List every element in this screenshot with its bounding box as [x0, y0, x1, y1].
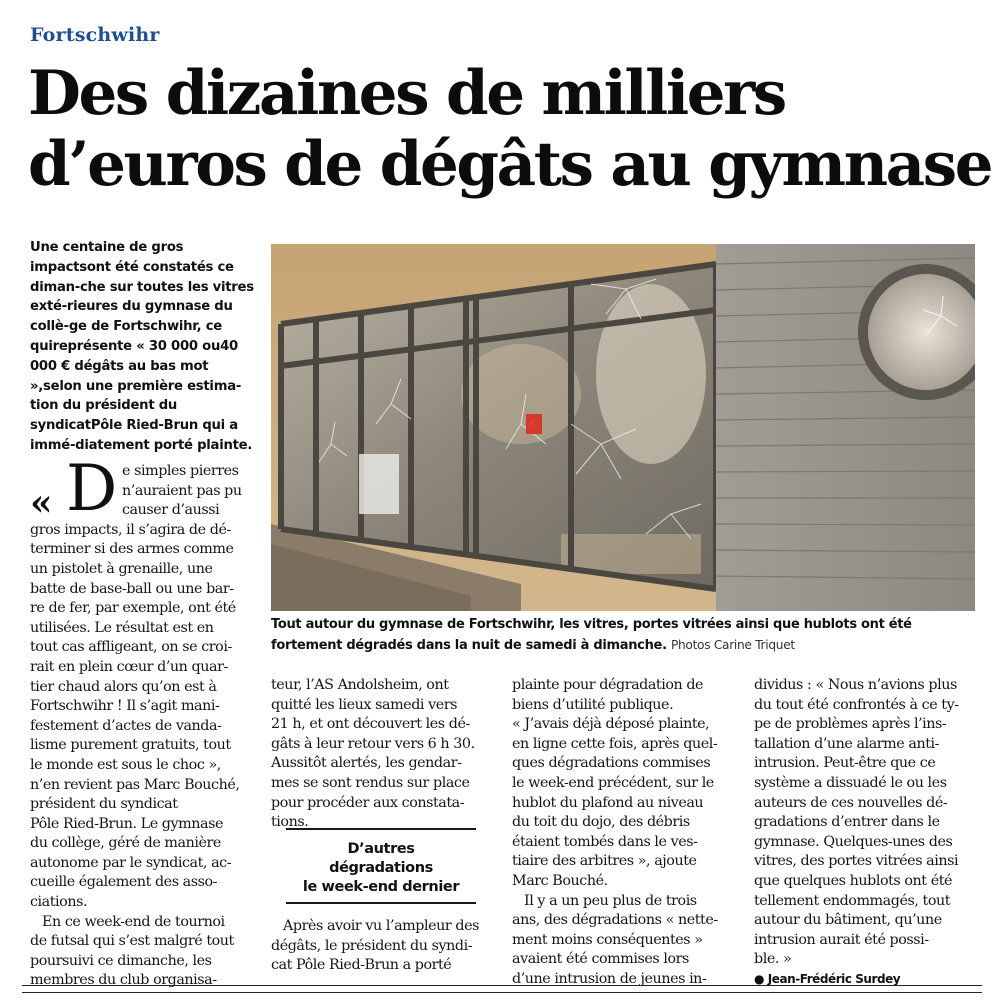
body-line: mes se sont rendus sur place [271, 774, 470, 791]
article-column-3 [512, 676, 737, 990]
lead-line: ge de Fortschwihr, ce qui [30, 319, 222, 354]
body-line: tions. [271, 814, 309, 831]
body-line: gâts à leur retour vers 6 h 30. [271, 735, 475, 752]
body-line: du toit du dojo, des débris [512, 814, 690, 831]
body-line: du tout été confrontés à ce ty- [754, 696, 959, 713]
article-headline [28, 58, 992, 200]
lead-line: tion du président du syndicat [30, 398, 178, 434]
body-line: du collège, géré de manière [30, 835, 221, 852]
body-line: batte de base-ball ou une bar- [30, 580, 234, 597]
body-line: ment moins conséquentes » [512, 931, 703, 948]
body-line: re de fer, par exemple, ont été [30, 600, 236, 617]
lead-line: che sur toutes les vitres exté- [30, 279, 254, 315]
body-line: plainte pour dégradation de [512, 677, 704, 693]
lead-line: ont été constatés ce diman- [30, 259, 234, 295]
body-line: tallation d’une alarme anti- [754, 735, 940, 752]
drop-cap: D [66, 452, 118, 526]
body-line: biens d’utilité publique. [512, 696, 674, 713]
body-line: un pistolet à grenaille, une [30, 560, 213, 577]
article-column-2 [271, 676, 496, 833]
body-line: ble. » [754, 951, 792, 968]
body-line: teur, l’AS Andolsheim, ont [271, 677, 449, 693]
body-line: d’une intrusion de jeunes in- [512, 970, 707, 987]
body-line: que quelques hublots ont été [754, 872, 953, 889]
body-line: le week-end précédent, sur le [512, 774, 714, 791]
body-line: gymnase. Quelques-unes des [754, 833, 953, 850]
body-line: tier chaud alors qu’on est à [30, 678, 217, 695]
body-line: ans, des dégradations « nette- [512, 912, 718, 929]
body-line: gradations d’entrer dans le [754, 814, 940, 831]
body-line: causer d’aussi [122, 502, 220, 519]
body-line: étaient tombés dans le ves- [512, 833, 698, 850]
lead-line: Pôle Ried-Brun qui a immé- [30, 418, 238, 453]
body-line: gros impacts, il s’agira de dé- [30, 521, 231, 538]
article-column-1 [30, 462, 256, 991]
body-line: le monde est sous le choc », [30, 756, 221, 773]
photo-caption [271, 615, 979, 656]
author-signature: ● Jean-Frédéric Surdey [754, 971, 901, 986]
body-line: tellement endommagés, tout [754, 892, 951, 909]
body-line: intrusion. Peut-être que ce [754, 755, 936, 772]
subhead-line-2: dégradations [329, 860, 433, 876]
body-line: pour procéder aux constata- [271, 794, 465, 811]
lead-line: diatement porté plainte. [75, 437, 253, 453]
article-column-2-continued [271, 917, 496, 976]
body-line: poursuivi ce dimanche, les [30, 952, 212, 969]
body-line: en ligne cette fois, après quel- [512, 735, 718, 752]
body-line: Aussitôt alertés, les gendar- [271, 755, 462, 772]
bottom-rule [22, 985, 982, 986]
article-column-4 [754, 676, 979, 990]
body-line: cat Pôle Ried-Brun a porté [271, 957, 452, 974]
no-entry-sign-icon: 🚫 [529, 421, 539, 430]
body-line: hublot du plafond au niveau [512, 794, 704, 811]
lead-line: selon une première estima- [43, 378, 242, 394]
opening-quote-mark: « [30, 482, 53, 524]
subhead-line-1: D’autres [347, 841, 415, 857]
body-line: autour du bâtiment, qu’une [754, 912, 942, 929]
headline-line-1: Des dizaines de milliers [28, 58, 785, 129]
body-line: ciations. [30, 894, 88, 911]
article-photo [271, 244, 975, 611]
lead-line: représente « 30 000 ou [52, 338, 221, 354]
body-line: terminer si des armes comme [30, 541, 234, 558]
body-line: Pôle Ried-Brun. Le gymnase [30, 815, 223, 832]
lead-line: Une centaine de gros impacts [30, 240, 184, 275]
article-subhead [286, 828, 476, 904]
body-line: avaient été commises lors [512, 951, 689, 968]
body-line: lisme purement gratuits, tout [30, 737, 231, 754]
caption-text: Tout autour du gymnase de Fortschwihr, les vitres, portes vitrées ainsi que hublots ont été fortement dégradés dans la nuit de samedi à dimanche. [271, 617, 912, 653]
lead-line: rieures du gymnase du collè- [30, 299, 233, 335]
body-line: pe de problèmes après l’ins- [754, 716, 947, 733]
body-line: En ce week-end de tournoi [42, 913, 225, 930]
body-line: dégâts, le président du syndi- [271, 937, 473, 954]
body-line: membres du club organisa- [30, 972, 217, 989]
body-line: n’auraient pas pu [122, 482, 242, 499]
body-line: cueille également des asso- [30, 874, 218, 891]
headline-line-2: d’euros de dégâts au gymnase [28, 129, 992, 200]
body-line: Il y a un peu plus de trois [524, 892, 697, 909]
body-line: e simples pierres [122, 463, 239, 479]
body-line: autonome par le syndicat, ac- [30, 854, 232, 871]
body-line: intrusion aurait été possi- [754, 931, 929, 948]
lead-line: 40 000 € dégâts au bas mot », [30, 338, 238, 394]
body-line: rait en plein cœur d’un quar- [30, 658, 228, 675]
subhead-line-3: le week-end dernier [302, 879, 460, 895]
article-lead [30, 238, 255, 456]
body-line: n’en revient pas Marc Bouché, [30, 776, 240, 793]
body-line: Marc Bouché. [512, 872, 608, 889]
body-line: de futsal qui s’est malgré tout [30, 933, 234, 950]
section-kicker: Fortschwihr [30, 24, 160, 46]
body-line: 21 h, et ont découvert les dé- [271, 716, 470, 733]
body-line: auteurs de ces nouvelles dé- [754, 794, 948, 811]
body-line: Après avoir vu l’ampleur des [283, 918, 479, 934]
body-line: tiaire des arbitres », ajoute [512, 853, 697, 870]
photo-credit: Photos Carine Triquet [670, 638, 795, 652]
body-line: quitté les lieux samedi vers [271, 696, 458, 713]
body-line: Fortschwihr ! Il s’agit mani- [30, 698, 220, 715]
body-line: tout cas affligeant, on se croi- [30, 639, 232, 656]
body-line: utilisées. Le résultat est en [30, 619, 214, 636]
body-line: dividus : « Nous n’avions plus [754, 677, 957, 693]
body-line: vitres, des portes vitrées ainsi [754, 853, 959, 870]
bottom-rule-2 [22, 992, 982, 993]
body-line: « J’avais déjà déposé plainte, [512, 716, 710, 733]
body-line: système a dissuadé le ou les [754, 774, 947, 791]
body-line: ques dégradations commises [512, 755, 711, 772]
body-line: président du syndicat [30, 796, 178, 813]
body-line: festement d’actes de vanda- [30, 717, 222, 734]
